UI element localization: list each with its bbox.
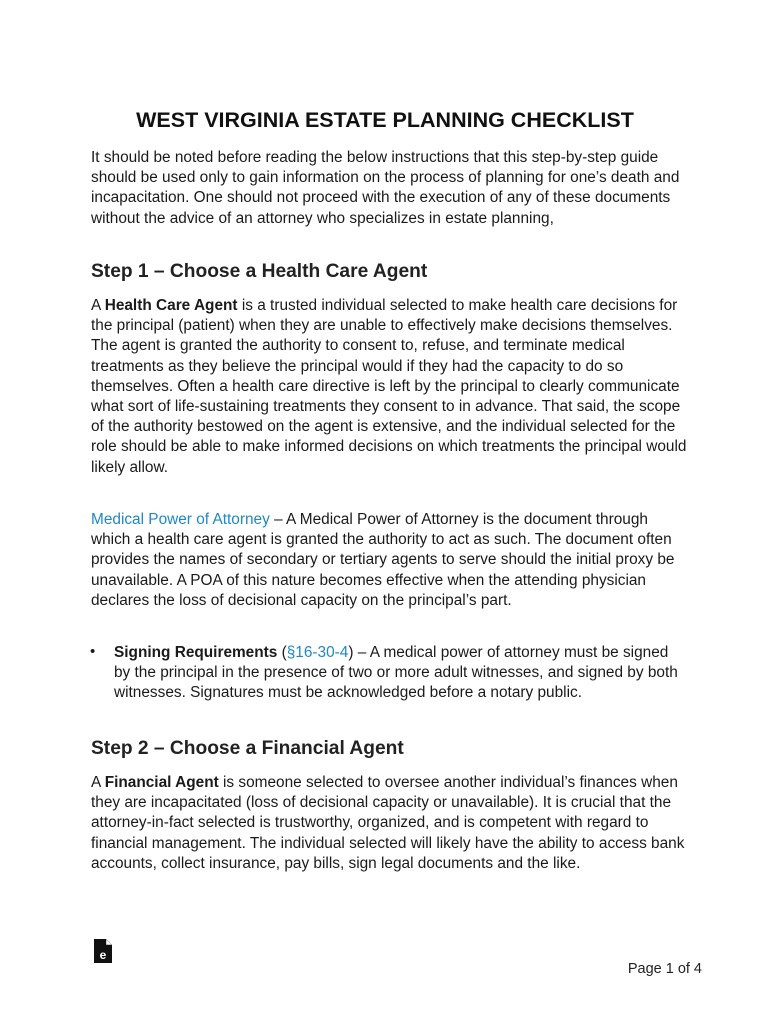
- step2-heading: Step 2 – Choose a Financial Agent: [91, 738, 404, 759]
- medical-poa-paragraph: [91, 510, 687, 611]
- medical-poa-body: – A Medical Power of Attorney is the document through which a health care agent is granted the authority to act as such. The document often provides the names of secondary or tertiary agents to serve should the initial proxy be unavailable. A POA of this nature becomes effective when the attending physician declares the loss of decisional capacity on the principal’s part.: [91, 511, 675, 609]
- bullet-paren-open: (: [277, 644, 287, 661]
- medical-power-of-attorney-link[interactable]: Medical Power of Attorney: [91, 511, 270, 528]
- svg-text:e: e: [99, 948, 107, 962]
- intro-paragraph: It should be noted before reading the below instructions that this step-by-step guide should be used only to gain information on the process of planning for one’s death and incapacitation. One should not proceed with the execution of any of these documents without the advice of an attorney who specializes in estate planning,: [91, 149, 680, 227]
- bullet-icon: •: [90, 643, 96, 660]
- statute-link[interactable]: §16-30-4: [286, 644, 349, 661]
- step1-heading: Step 1 – Choose a Health Care Agent: [91, 261, 428, 282]
- signing-requirements-body: ) – A medical power of attorney must be signed by the principal in the presence of two or more adult witnesses, and signed by both witnesses. Signatures must be acknowledged before a notary public.: [114, 644, 678, 702]
- step2-prefix: A: [91, 774, 105, 791]
- step1-paragraph: [91, 296, 687, 478]
- step1-body: is a trusted individual selected to make health care decisions for the principal (patient) when they are unable to effectively make decisions themselves. The agent is granted the authority to consent to, refuse, and terminate medical treatments as they believe the principal would if they had the capacity to do so themselves. Often a health care directive is left by the principal to clearly communicate what sort of life-sustaining treatments they consent to in advance. That said, the scope of the authority bestowed on the agent is extensive, and the individual selected for the role should be able to make informed decisions on which treatments the principal would likely allow.: [91, 297, 687, 476]
- health-care-agent-term: Health Care Agent: [104, 297, 238, 314]
- page-title: WEST VIRGINIA ESTATE PLANNING CHECKLIST: [136, 108, 634, 132]
- step2-paragraph: [91, 773, 687, 874]
- step2-body: is someone selected to oversee another individual’s finances when they are incapacitated (loss of decisional capacity or unavailable). It is crucial that the attorney-in-fact selected is trustworthy, organized, and is competent with regard to financial management. The individual selected will likely have the ability to access bank accounts, collect insurance, pay bills, sign legal documents and the like.: [91, 774, 685, 872]
- document-e-logo-icon: [94, 939, 112, 963]
- financial-agent-term: Financial Agent: [104, 774, 219, 791]
- signing-requirements-label: Signing Requirements: [114, 644, 278, 661]
- step1-prefix: A: [91, 297, 105, 314]
- signing-requirements-bullet: [114, 643, 688, 704]
- page-number: Page 1 of 4: [627, 961, 702, 977]
